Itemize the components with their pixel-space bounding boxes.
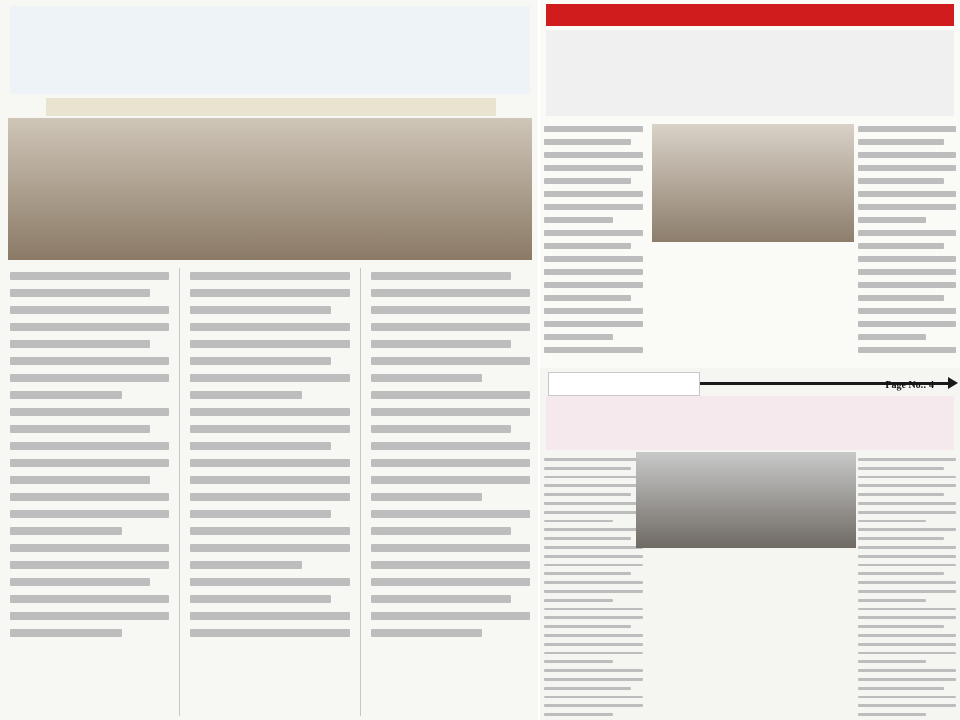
article-column-1 <box>544 122 643 364</box>
ceremony-photo <box>8 118 532 260</box>
article-column-4 <box>858 454 957 716</box>
article-body <box>10 268 530 716</box>
newspaper-masthead-logo <box>548 372 700 396</box>
clipping-subheadline <box>46 98 496 116</box>
newspaper-clipping-bottom-right <box>540 368 960 720</box>
ribbon-cutting-photo <box>652 124 854 242</box>
article-column-1 <box>10 268 169 716</box>
article-column-2 <box>190 268 349 716</box>
masthead-rule <box>700 380 950 391</box>
newspaper-clipping-top-right <box>540 0 960 368</box>
article-column-4 <box>858 122 957 364</box>
clipping-headline <box>546 396 954 450</box>
clipping-headline <box>546 30 954 116</box>
clipping-headline <box>10 6 530 94</box>
red-title-strip <box>546 4 954 26</box>
meeting-photo <box>636 452 856 548</box>
article-column-3 <box>371 268 530 716</box>
page-number: Page No.: 4 <box>885 380 934 391</box>
article-column-1 <box>544 454 643 716</box>
